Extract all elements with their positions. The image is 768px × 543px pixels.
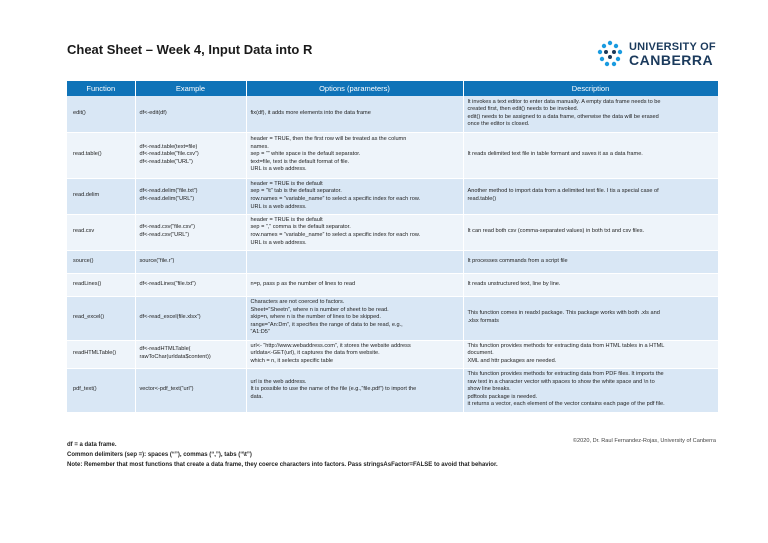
options-line: header = TRUE is the default: [250, 180, 323, 187]
example-line: df<-read.delim(“file.txt”): [139, 188, 198, 195]
function-cell: readHTMLTable(): [67, 340, 135, 368]
options-line: url is the web address.: [250, 378, 307, 385]
header-example: Example: [135, 81, 246, 96]
options-cell: [246, 273, 463, 296]
options-cell: [246, 340, 463, 368]
function-cell: readLines(): [67, 273, 135, 296]
page-title: Cheat Sheet – Week 4, Input Data into R: [67, 42, 313, 57]
description-line: This function provides methods for extracting data from PDF files. It imports the: [467, 371, 664, 378]
options-line: Sheet=“Sheetn”, where n is number of sheet to be read.: [250, 306, 389, 313]
example-cell: [135, 273, 246, 296]
example-line: rawToChar(urldata$content)): [139, 354, 211, 360]
options-line: which = n, it selects specific table: [250, 357, 334, 364]
description-cell: [463, 368, 718, 412]
function-cell: read.table(): [67, 132, 135, 178]
table-row: [67, 214, 718, 250]
description-line: This function comes in readxl package. This package works with both .xls and: [467, 310, 660, 317]
example-cell: [135, 368, 246, 412]
options-cell: [246, 250, 463, 273]
logo-line2: CANBERRA: [629, 52, 714, 68]
example-line: vector<-pdf_text(“url”): [139, 386, 194, 393]
description-line: It processes commands from a script file: [467, 257, 568, 264]
table-row: [67, 96, 718, 132]
example-cell: [135, 340, 246, 368]
description-cell: [463, 340, 718, 368]
example-line: df<-read.table(“file.csv”): [139, 151, 199, 158]
options-line: skip=n, where n is the number of lines to be skipped.: [250, 314, 381, 321]
options-line: sep = “,” comma is the default separator.: [250, 224, 351, 231]
example-cell: [135, 96, 246, 132]
options-line: row.names = “variable_name” to select a specific index for each row.: [250, 232, 421, 238]
options-line: range=“An:Dm”, it specifies the range of data to be read, e.g.,: [250, 321, 403, 328]
description-line: It invokes a text editor to enter data manually. A empty data frame needs to be: [467, 98, 661, 105]
example-line: df<-readHTMLTable(: [139, 346, 191, 353]
example-cell: [135, 132, 246, 178]
options-line: text=file, text is the default format of file.: [250, 158, 350, 165]
options-cell: [246, 214, 463, 250]
options-line: URL is a web address.: [250, 203, 307, 210]
options-line: row.names = “variable_name” to select a specific index for each row.: [250, 196, 421, 202]
options-cell: [246, 178, 463, 214]
options-line: URL is a web address.: [250, 239, 307, 246]
example-line: df<-edit(df): [139, 109, 167, 116]
note-dataframe: df = a data frame.: [67, 442, 117, 448]
description-line: once the editor is closed.: [467, 121, 530, 128]
example-line: df<-read_excel(file.xlsx”): [139, 314, 201, 321]
options-line: n=p, pass p as the number of lines to read: [250, 280, 356, 287]
note-delimiters: Common delimiters (sep =): spaces (“”), commas (“,”), tabs (“\t”): [67, 452, 252, 458]
options-line: “A1:D5”: [250, 329, 270, 336]
function-cell: read.delim: [67, 178, 135, 214]
example-line: df<-read.table(text=file): [139, 143, 198, 150]
description-line: raw text in a character vector with spaces to show the white space and \n to: [467, 378, 655, 385]
description-line: It can read both csv (comma-separated values) in both txt and csv files.: [467, 228, 645, 235]
cheat-sheet-table: [67, 81, 719, 413]
options-line: sep = “” white space is the default separator.: [250, 151, 361, 158]
header-function: Function: [67, 81, 135, 96]
description-cell: [463, 214, 718, 250]
options-line: data.: [250, 393, 263, 400]
description-line: Another method to import data from a delimited text file. I tis a special case of: [467, 188, 659, 195]
options-line: urldata<-GET(url), it captures the data from website.: [250, 350, 380, 357]
table-row: [67, 296, 718, 340]
copyright-note: ©2020, Dr. Raul Fernandez-Rojas, University of Canberra: [572, 438, 716, 444]
table-row: [67, 273, 718, 296]
description-line: .xlsx formats: [467, 318, 499, 324]
table-row: [67, 178, 718, 214]
table-header-row: [67, 81, 718, 96]
description-cell: [463, 178, 718, 214]
description-cell: [463, 273, 718, 296]
description-line: It reads unstructured text, line by line.: [467, 280, 561, 287]
options-line: fix(df), it adds more elements into the data frame: [250, 109, 371, 116]
options-cell: [246, 368, 463, 412]
options-line: header = TRUE is the default: [250, 216, 323, 223]
header-options: Options (parameters): [246, 81, 463, 96]
options-line: sep = “\t” tab is the default separator.: [250, 188, 342, 195]
options-cell: [246, 96, 463, 132]
options-line: Characters are not coerced to factors.: [250, 299, 345, 306]
footnotes: [67, 440, 498, 470]
options-line: URL is a web address.: [250, 166, 307, 173]
options-cell: [246, 296, 463, 340]
canberra-dots-logo-icon: [596, 40, 624, 68]
description-line: It reads delimited text file in table formant and saves it as a data frame.: [467, 151, 643, 158]
options-line: header = TRUE, then the first row will be treated as the column: [250, 136, 407, 143]
options-line: names.: [250, 143, 269, 150]
description-cell: [463, 296, 718, 340]
description-line: read.table(): [467, 196, 497, 202]
options-cell: [246, 132, 463, 178]
example-cell: [135, 296, 246, 340]
example-cell: [135, 214, 246, 250]
university-logo: [596, 40, 716, 68]
example-line: df<-readLines(“file.txt”): [139, 280, 196, 287]
example-line: df<-read.csv(“URL”): [139, 232, 190, 238]
description-line: created first, then edit() needs to be invoked.: [467, 106, 579, 113]
table-row: [67, 368, 718, 412]
example-line: df<-read.delim(“URL”): [139, 196, 195, 202]
example-cell: [135, 250, 246, 273]
table-row: [67, 250, 718, 273]
options-line: url<- “http://www.webaddress.com”, it stores the website address: [250, 342, 411, 349]
description-line: it returns a vector, each element of the vector contains each page of the pdf file.: [467, 401, 665, 408]
table-row: [67, 132, 718, 178]
description-line: document.: [467, 350, 494, 357]
description-line: This function provides methods for extracting data from HTML tables in a HTML: [467, 342, 665, 349]
description-line: show line breaks.: [467, 386, 511, 393]
header-description: Description: [463, 81, 718, 96]
description-cell: [463, 96, 718, 132]
function-cell: read_excel(): [67, 296, 135, 340]
description-line: XML and httr packages are needed.: [467, 357, 557, 364]
function-cell: read.csv: [67, 214, 135, 250]
description-line: pdftools package is needed.: [467, 393, 538, 400]
table-row: [67, 340, 718, 368]
example-cell: [135, 178, 246, 214]
example-line: df<-read.table(“URL”): [139, 158, 193, 165]
options-line: It is possible to use the name of the file (e.g.,“file.pdf”) to import the: [250, 386, 417, 393]
logo-line1: UNIVERSITY OF: [629, 41, 716, 53]
function-cell: pdf_text(): [67, 368, 135, 412]
description-cell: [463, 250, 718, 273]
description-line: edit() needs to be assigned to a data frame, otherwise the data will be erased: [467, 113, 659, 120]
example-line: source(“file.r”): [139, 257, 175, 264]
description-cell: [463, 132, 718, 178]
example-line: df<-read.csv(“file.csv”): [139, 224, 195, 231]
note-factors: Note: Remember that most functions that create a data frame, they coerce characters into factors. Pass stringsAsFactor=FALSE to avoid that behavior.: [67, 462, 498, 468]
function-cell: edit(): [67, 96, 135, 132]
function-cell: source(): [67, 250, 135, 273]
